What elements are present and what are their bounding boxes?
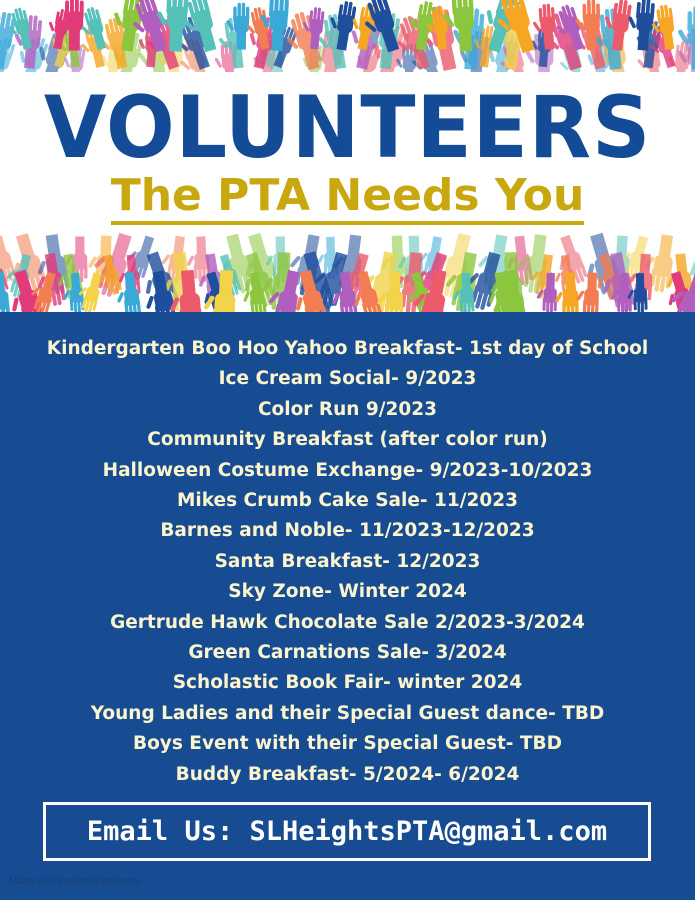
event-list (0, 334, 695, 790)
event-item: Barnes and Noble- 11/2023-12/2023 (160, 520, 535, 542)
raised-hands-top-illustration (0, 0, 695, 80)
email-box (43, 802, 651, 861)
poster-subtitle (0, 168, 695, 224)
raised-hands-top-svg (0, 0, 695, 80)
event-item: Young Ladies and their Special Guest dance- TBD (90, 702, 605, 724)
event-item: Santa Breakfast- 12/2023 (214, 550, 481, 572)
event-item: Green Carnations Sale- 3/2024 (188, 642, 507, 664)
raised-hands-bottom-illustration (0, 232, 695, 312)
watermark: Made with PosterMyWall.com (9, 876, 141, 887)
event-item: Gertrude Hawk Chocolate Sale 2/2023-3/2024 (110, 611, 585, 633)
event-item: Mikes Crumb Cake Sale- 11/2023 (176, 490, 519, 512)
event-item: Color Run 9/2023 (257, 398, 438, 420)
event-item: Boys Event with their Special Guest- TBD (132, 733, 562, 755)
event-item: Kindergarten Boo Hoo Yahoo Breakfast- 1st day of School (46, 338, 649, 359)
raised-hands-bottom-svg (0, 232, 695, 312)
event-item: Sky Zone- Winter 2024 (228, 581, 467, 603)
poster-subtitle-text: The PTA Needs You (111, 170, 585, 225)
event-item: Ice Cream Social- 9/2023 (218, 368, 477, 390)
event-item: Halloween Costume Exchange- 9/2023-10/2023 (102, 459, 593, 481)
event-item: Buddy Breakfast- 5/2024- 6/2024 (175, 763, 520, 785)
poster-title: VOLUNTEERS (43, 78, 652, 178)
event-item: Scholastic Book Fair- winter 2024 (172, 672, 523, 694)
event-item: Community Breakfast (after color run) (147, 429, 548, 451)
email-text[interactable]: Email Us: SLHeightsPTA@gmail.com (86, 816, 608, 847)
